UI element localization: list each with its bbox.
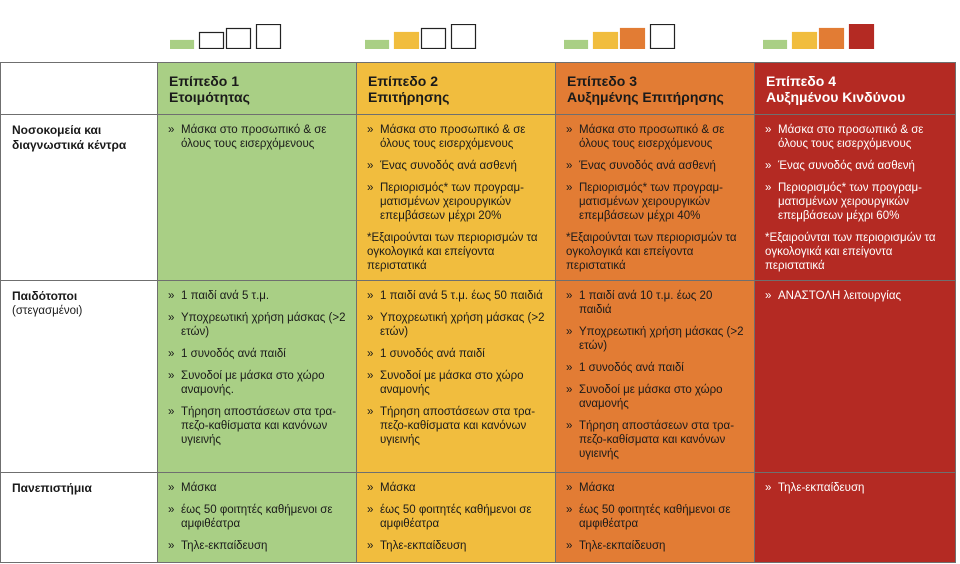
level-bar-3	[820, 29, 844, 49]
bullet-list	[765, 123, 949, 223]
table-cell	[158, 281, 357, 473]
level-title: Επίπεδο 3	[567, 73, 638, 89]
table-cell	[357, 473, 556, 563]
level-bar-2	[200, 33, 224, 49]
bullet-list	[168, 481, 350, 553]
level-2-icon	[365, 24, 479, 49]
level-bar-4	[452, 25, 476, 49]
level-4-icon	[763, 24, 877, 49]
list-item: » Τήρηση αποστάσεων στα τρα-πεζο-καθίσματα και κανόνων υγιεινής	[367, 405, 549, 447]
list-item: » Μάσκα στο προσωπικό & σε όλους τους εισερχόμενους	[566, 123, 748, 151]
table-cell	[158, 115, 357, 281]
list-item: » Υποχρεωτική χρήση μάσκας (>2 ετών)	[367, 311, 549, 339]
list-item: » Τήρηση αποστάσεων στα τρα-πεζο-καθίσματα και κανόνων υγιεινής	[168, 405, 350, 447]
level-bars-graphic	[564, 24, 678, 49]
table-row	[1, 115, 956, 281]
bullet-list	[168, 289, 350, 447]
level-title: Επίπεδο 2	[368, 73, 439, 89]
table-row	[1, 473, 956, 563]
level-title: Επίπεδο 1	[169, 73, 240, 89]
list-item: » Μάσκα	[566, 481, 748, 495]
bullet-list	[765, 289, 949, 303]
bullet-list	[765, 481, 949, 495]
level-bar-4	[850, 25, 874, 49]
list-item: » ΑΝΑΣΤΟΛΗ λειτουργίας	[765, 289, 949, 303]
bullet-list	[367, 481, 549, 553]
table-cell	[556, 473, 755, 563]
table-cell	[755, 115, 956, 281]
level-3-icon	[564, 24, 678, 49]
footnote: *Εξαιρούνται των περιορισμών τα ογκολογικά και επείγοντα περιστατικά	[765, 232, 936, 272]
row-label: Πανεπιστήμια	[12, 481, 92, 495]
measures-table	[0, 62, 956, 563]
list-item: » Συνοδοί με μάσκα στο χώρο αναμονής	[566, 383, 748, 411]
list-item: » Ένας συνοδός ανά ασθενή	[367, 159, 549, 173]
table-cell	[357, 115, 556, 281]
footnote: *Εξαιρούνται των περιορισμών τα ογκολογικά και επείγοντα περιστατικά	[566, 232, 737, 272]
list-item: » Ένας συνοδός ανά ασθενή	[765, 159, 949, 173]
level-1-icon	[170, 24, 284, 49]
level-bar-3	[422, 29, 446, 49]
list-item: » Τηλε-εκπαίδευση	[566, 539, 748, 553]
row-label: Νοσοκομεία και διαγνωστικά κέντρα	[12, 123, 127, 152]
level-bar-2	[395, 33, 419, 49]
row-label-hospitals	[1, 115, 158, 281]
bullet-list	[566, 123, 748, 223]
level-bar-2	[793, 33, 817, 49]
level-bar-1	[171, 41, 194, 49]
level-bar-1	[366, 41, 389, 49]
row-sublabel: (στεγασμένοι)	[12, 305, 83, 317]
bullet-list	[367, 123, 549, 223]
list-item: » Περιορισμός* των προγραμ-ματισμένων χειρουργικών επεμβάσεων μέχρι 60%	[765, 181, 949, 223]
list-item: » 1 συνοδός ανά παιδί	[367, 347, 549, 361]
list-item: » έως 50 φοιτητές καθήμενοι σε αμφιθέατρα	[367, 503, 549, 531]
list-item: » Τηλε-εκπαίδευση	[765, 481, 949, 495]
table-cell	[556, 115, 755, 281]
row-label-playgrounds	[1, 281, 158, 473]
list-item: » 1 παιδί ανά 5 τ.μ.	[168, 289, 350, 303]
level-bar-4	[257, 25, 281, 49]
level-bar-3	[227, 29, 251, 49]
level-bar-2	[594, 33, 618, 49]
list-item: » Μάσκα στο προσωπικό & σε όλους τους εισερχόμενους	[168, 123, 350, 151]
list-item: » έως 50 φοιτητές καθήμενοι σε αμφιθέατρα	[566, 503, 748, 531]
table-cell	[755, 281, 956, 473]
level-subtitle: Επιτήρησης	[368, 89, 450, 105]
bullet-list	[566, 481, 748, 553]
list-item: » 1 παιδί ανά 10 τ.μ. έως 20 παιδιά	[566, 289, 748, 317]
bullet-list	[168, 123, 350, 151]
list-item: » Συνοδοί με μάσκα στο χώρο αναμονής	[367, 369, 549, 397]
level-subtitle: Ετοιμότητας	[169, 89, 250, 105]
list-item: » 1 συνοδός ανά παιδί	[566, 361, 748, 375]
level-3-header	[556, 63, 755, 115]
table-row	[1, 281, 956, 473]
level-bars-graphic	[763, 24, 877, 49]
list-item: » έως 50 φοιτητές καθήμενοι σε αμφιθέατρα	[168, 503, 350, 531]
list-item: » Περιορισμός* των προγραμ-ματισμένων χειρουργικών επεμβάσεων μέχρι 40%	[566, 181, 748, 223]
list-item: » Τήρηση αποστάσεων στα τρα-πεζο-καθίσματα και κανόνων υγιεινής	[566, 419, 748, 461]
list-item: » Περιορισμός* των προγραμ-ματισμένων χειρουργικών επεμβάσεων μέχρι 20%	[367, 181, 549, 223]
bullet-list	[367, 289, 549, 447]
list-item: » Μάσκα	[168, 481, 350, 495]
level-bar-1	[764, 41, 787, 49]
level-bars-graphic	[170, 24, 284, 49]
level-2-header	[357, 63, 556, 115]
level-bar-4	[651, 25, 675, 49]
list-item: » Συνοδοί με μάσκα στο χώρο αναμονής.	[168, 369, 350, 397]
list-item: » 1 συνοδός ανά παιδί	[168, 347, 350, 361]
level-title: Επίπεδο 4	[766, 73, 837, 89]
level-bar-1	[565, 41, 588, 49]
level-icons-bar	[0, 0, 960, 62]
list-item: » Υποχρεωτική χρήση μάσκας (>2 ετών)	[168, 311, 350, 339]
list-item: » Ένας συνοδός ανά ασθενή	[566, 159, 748, 173]
list-item: » Μάσκα στο προσωπικό & σε όλους τους εισερχόμενους	[765, 123, 949, 151]
list-item: » 1 παιδί ανά 5 τ.μ. έως 50 παιδιά	[367, 289, 549, 303]
list-item: » Μάσκα στο προσωπικό & σε όλους τους εισερχόμενους	[367, 123, 549, 151]
table-cell	[357, 281, 556, 473]
table-cell	[556, 281, 755, 473]
list-item: » Μάσκα	[367, 481, 549, 495]
row-label: Παιδότοποι	[12, 289, 78, 303]
table-cell	[755, 473, 956, 563]
list-item: » Τηλε-εκπαίδευση	[168, 539, 350, 553]
footnote: *Εξαιρούνται των περιορισμών τα ογκολογικά και επείγοντα περιστατικά	[367, 232, 538, 272]
level-bars-graphic	[365, 24, 479, 49]
row-label-universities	[1, 473, 158, 563]
level-1-header	[158, 63, 357, 115]
list-item: » Τηλε-εκπαίδευση	[367, 539, 549, 553]
level-subtitle: Αυξημένης Επιτήρησης	[567, 89, 724, 105]
level-4-header	[755, 63, 956, 115]
bullet-list	[566, 289, 748, 461]
list-item: » Υποχρεωτική χρήση μάσκας (>2 ετών)	[566, 325, 748, 353]
header-corner	[1, 63, 158, 115]
table-cell	[158, 473, 357, 563]
header-row	[1, 63, 956, 115]
level-subtitle: Αυξημένου Κινδύνου	[766, 89, 906, 105]
level-bar-3	[621, 29, 645, 49]
